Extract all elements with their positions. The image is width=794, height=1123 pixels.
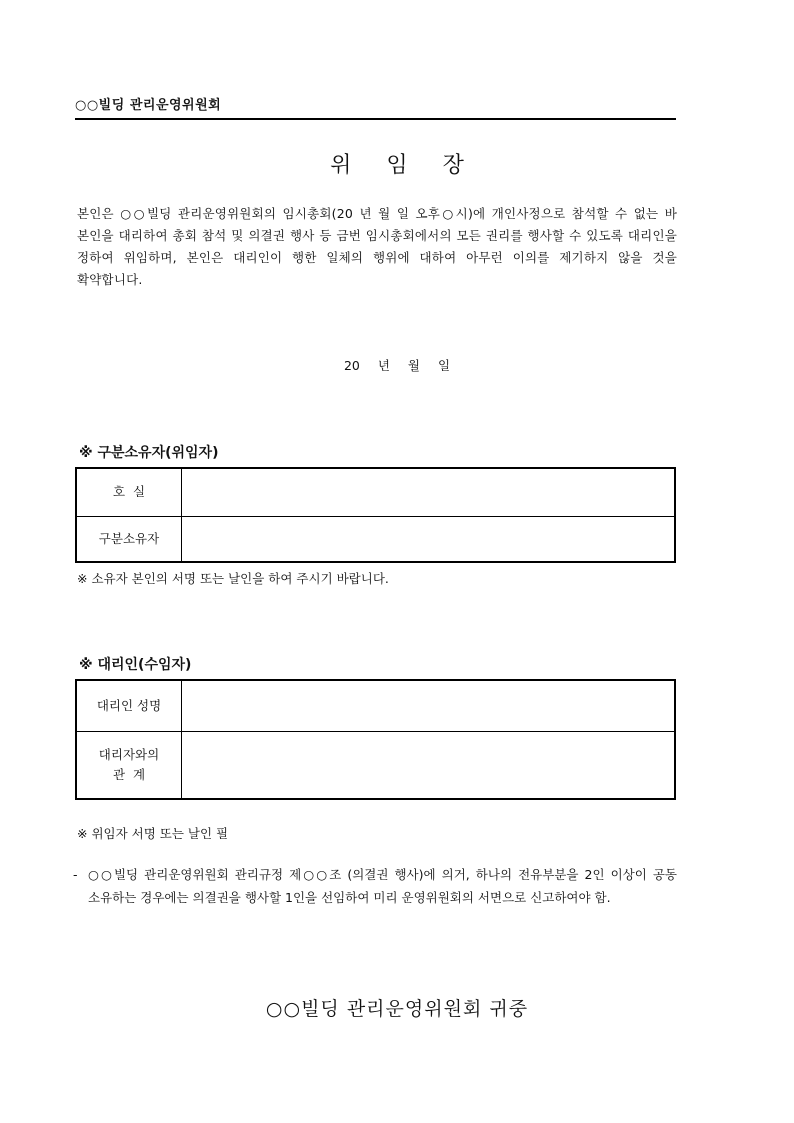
room-number-label: 호 실 xyxy=(76,468,182,516)
table-row xyxy=(76,680,675,731)
organization-header: ○○빌딩 관리운영위원회 xyxy=(75,98,222,113)
proxy-table xyxy=(75,679,676,800)
table-row xyxy=(76,516,675,562)
owner-signature-note: ※ 소유자 본인의 서명 또는 날인을 하여 주시기 바랍니다. xyxy=(77,571,389,586)
relationship-field[interactable] xyxy=(182,731,676,799)
header-divider xyxy=(75,118,676,120)
delegator-section-heading: ※ 구분소유자(위임자) xyxy=(79,445,219,461)
date-line: 20 년 월 일 xyxy=(343,358,451,373)
proxy-section-heading: ※ 대리인(수임자) xyxy=(79,657,192,673)
delegator-table xyxy=(75,467,676,563)
delegator-signature-note: ※ 위임자 서명 또는 날인 필 xyxy=(77,826,229,841)
relationship-label-line2: 관 계 xyxy=(112,766,146,782)
owner-label: 구분소유자 xyxy=(76,516,182,562)
relationship-label-line1: 대리자와의 xyxy=(98,746,160,762)
clause-text: ○○빌딩 관리운영위원회 관리규정 제○○조 (의결권 행사)에 의거, 하나의 전유부분을 2인 이상이 공동 소유하는 경우에는 의결권을 행사할 1인을 선임하여 미리 운영위원회의 서면으로 신고하여야 함. xyxy=(88,867,677,905)
table-row xyxy=(76,468,675,516)
closing-addressee: ○○빌딩 관리운영위원회 귀중 xyxy=(265,998,529,1020)
proxy-name-field[interactable] xyxy=(182,680,676,731)
proxy-name-label: 대리인 성명 xyxy=(76,680,182,731)
room-number-field[interactable] xyxy=(182,468,676,516)
document-title: 위 임 장 xyxy=(330,153,478,178)
table-row xyxy=(76,731,675,799)
regulation-clause xyxy=(73,863,677,909)
clause-dash: - xyxy=(73,867,78,882)
owner-field[interactable] xyxy=(182,516,676,562)
relationship-label xyxy=(76,731,182,799)
delegation-statement: 본인은 ○○빌딩 관리운영위원회의 임시총회(20 년 월 일 오후○시)에 개인사정으로 참석할 수 없는 바 본인을 대리하여 총회 참석 및 의결권 행사 등 금번 임시총회에서의 모든 권리를 행사할 수 있도록 대리인을 정하여 위임하며, 본인은 대리인이 행한 일체의 행위에 대하여 아무런 이의를 제기하지 않을 것을 확약합니다. xyxy=(77,206,677,287)
